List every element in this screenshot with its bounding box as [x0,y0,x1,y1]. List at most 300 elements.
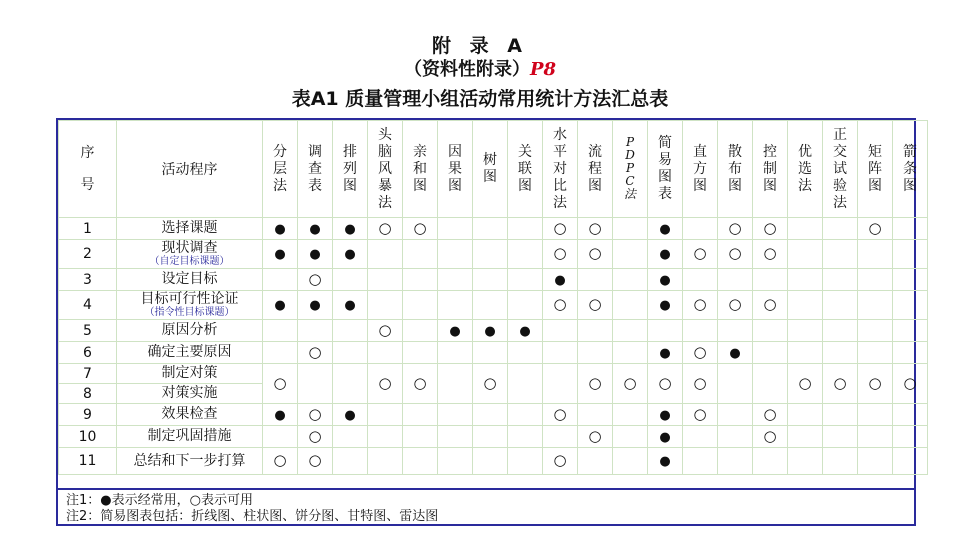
mark-cell [753,240,788,269]
mark-cell [613,218,648,240]
mark-cell [473,269,508,291]
header-method-label: 直方图 [693,143,707,194]
usable-mark: ○ [378,218,392,237]
mark-cell [788,342,823,364]
methods-table-frame [56,118,916,526]
header-method-15 [753,121,788,218]
mark-cell [438,291,473,320]
mark-cell [333,364,368,404]
activity-cell [117,448,263,475]
activity-name: 制定巩固措施 [147,428,232,444]
mark-cell [438,218,473,240]
mark-cell [788,404,823,426]
mark-cell [858,404,893,426]
mark-cell [893,364,928,404]
mark-cell [613,364,648,404]
usable-mark: ○ [693,373,707,392]
common-use-mark: ● [484,323,496,339]
header-method-label: 调查表 [308,143,322,194]
usable-mark: ○ [728,244,742,262]
mark-cell [753,320,788,342]
mark-cell [298,364,333,404]
common-use-mark: ● [659,272,671,288]
mark-cell [473,218,508,240]
mark-cell [578,342,613,364]
table-row [59,426,928,448]
mark-cell [368,426,403,448]
usable-mark: ○ [413,373,427,392]
usable-mark: ○ [413,218,427,237]
mark-cell [403,426,438,448]
mark-cell [298,240,333,269]
mark-cell [613,426,648,448]
table-title: 表A1 质量管理小组活动常用统计方法汇总表 [291,88,669,110]
mark-cell [263,320,298,342]
mark-cell [298,426,333,448]
mark-cell [543,269,578,291]
mark-cell [368,269,403,291]
usable-mark: ○ [693,295,707,313]
mark-cell [578,240,613,269]
activity-cell [117,240,263,269]
usable-mark: ○ [378,320,392,339]
common-use-mark: ● [449,323,461,339]
header-method-18 [858,121,893,218]
mark-cell [508,291,543,320]
activity-name: 目标可行性论证 [140,290,239,307]
activity-cell [117,384,263,404]
activity-name: 对策实施 [161,385,218,401]
mark-cell [788,426,823,448]
usable-mark: ○ [693,404,707,423]
mark-cell [298,269,333,291]
row-number: 2 [59,240,117,269]
usable-mark: ○ [553,451,567,469]
mark-cell [648,291,683,320]
mark-cell [648,218,683,240]
table-row [59,404,928,426]
usable-mark: ○ [693,342,707,361]
mark-cell [473,426,508,448]
mark-cell [508,269,543,291]
activity-cell [117,291,263,320]
mark-cell [858,364,893,404]
mark-cell [683,448,718,475]
usable-mark: ○ [623,373,637,392]
mark-cell [543,240,578,269]
usable-mark: ○ [763,426,777,445]
mark-cell [683,426,718,448]
mark-cell [683,240,718,269]
header-method-label: 分层法 [273,143,287,194]
mark-cell [613,342,648,364]
mark-cell [578,291,613,320]
mark-cell [403,448,438,475]
common-use-mark: ● [274,298,286,313]
mark-cell [473,342,508,364]
mark-cell [543,291,578,320]
activity-name: 选择课题 [161,220,218,236]
table-row [59,364,928,384]
mark-cell [508,448,543,475]
mark-cell [403,291,438,320]
mark-cell [333,448,368,475]
mark-cell [578,218,613,240]
title-block [0,34,960,112]
mark-cell [368,240,403,269]
mark-cell [543,320,578,342]
header-method-16 [788,121,823,218]
mark-cell [788,240,823,269]
common-use-mark: ● [309,221,321,237]
mark-cell [403,240,438,269]
header-method-13 [683,121,718,218]
mark-cell [578,364,613,404]
header-method-14 [718,121,753,218]
mark-cell [893,404,928,426]
header-method-label: PDPC法 [624,135,637,201]
row-number: 10 [59,426,117,448]
mark-cell [578,448,613,475]
mark-cell [263,269,298,291]
activity-name: 效果检查 [161,406,218,422]
mark-cell [893,426,928,448]
mark-cell [718,218,753,240]
table-row [59,342,928,364]
mark-cell [473,291,508,320]
mark-cell [683,364,718,404]
mark-cell [508,404,543,426]
note-2: 注2：简易图表包括：折线图、柱状图、饼分图、甘特图、雷达图 [66,509,439,524]
mark-cell [333,291,368,320]
mark-cell [648,342,683,364]
mark-cell [508,426,543,448]
usable-mark: ○ [308,269,322,288]
mark-cell [298,342,333,364]
notes-section [58,488,914,526]
table-row [59,218,928,240]
page-label: P8 [529,59,557,80]
activity-cell [117,364,263,384]
header-method-label: 散布图 [728,143,742,194]
usable-mark: ○ [553,244,567,262]
mark-cell [263,240,298,269]
mark-cell [438,364,473,404]
header-method-1 [263,121,298,218]
appendix-title: 附 录 A [432,35,528,57]
mark-cell [263,364,298,404]
mark-cell [298,291,333,320]
mark-cell [508,320,543,342]
activity-note: （自定目标课题） [149,255,230,267]
mark-cell [753,426,788,448]
mark-cell [788,320,823,342]
mark-cell [263,218,298,240]
mark-cell [788,291,823,320]
mark-cell [858,448,893,475]
mark-cell [788,364,823,404]
mark-cell [298,448,333,475]
common-use-mark: ● [309,247,321,262]
header-method-3 [333,121,368,218]
header-method-12 [648,121,683,218]
mark-cell [823,448,858,475]
mark-cell [438,342,473,364]
header-method-label: 水平对比法 [553,126,567,211]
mark-cell [508,342,543,364]
activity-name: 制定对策 [161,365,218,381]
mark-cell [718,291,753,320]
usable-mark: ○ [588,244,602,262]
mark-cell [648,426,683,448]
common-use-mark: ● [274,247,286,262]
header-method-label: 流程图 [588,143,602,194]
mark-cell [858,240,893,269]
mark-cell [438,240,473,269]
mark-cell [753,218,788,240]
common-use-mark: ● [274,407,286,423]
usable-mark: ○ [868,373,882,392]
row-number: 4 [59,291,117,320]
common-use-mark: ● [729,345,741,361]
header-method-17 [823,121,858,218]
header-method-7 [473,121,508,218]
mark-cell [823,404,858,426]
activity-name: 现状调查 [161,239,218,256]
mark-cell [368,291,403,320]
mark-cell [333,404,368,426]
activity-cell [117,320,263,342]
mark-cell [473,364,508,404]
row-number: 5 [59,320,117,342]
mark-cell [788,218,823,240]
mark-cell [823,291,858,320]
header-method-label: 因果图 [448,143,462,194]
mark-cell [368,320,403,342]
usable-mark: ○ [728,295,742,313]
mark-cell [403,364,438,404]
table-row [59,320,928,342]
mark-cell [718,342,753,364]
mark-cell [508,364,543,404]
mark-cell [333,426,368,448]
mark-cell [613,448,648,475]
mark-cell [263,342,298,364]
mark-cell [683,320,718,342]
mark-cell [718,240,753,269]
activity-name: 设定目标 [161,271,218,287]
header-seq [59,121,117,218]
header-seq-text: 序号 [80,145,95,193]
mark-cell [333,240,368,269]
mark-cell [298,404,333,426]
mark-cell [333,269,368,291]
usable-mark: ○ [868,218,882,237]
mark-cell [543,364,578,404]
common-use-mark: ● [519,323,531,339]
header-method-label: 矩阵图 [868,143,882,194]
mark-cell [543,404,578,426]
mark-cell [438,269,473,291]
mark-cell [613,291,648,320]
methods-table [58,120,928,475]
usable-mark: ○ [588,218,602,237]
common-use-mark: ● [344,247,356,262]
mark-cell [648,448,683,475]
common-use-mark: ● [344,298,356,313]
common-use-mark: ● [659,407,671,423]
mark-cell [543,342,578,364]
mark-cell [263,291,298,320]
mark-cell [333,218,368,240]
header-method-label: 关联图 [518,143,532,194]
common-use-mark: ● [659,247,671,262]
header-method-10 [578,121,613,218]
usable-mark: ○ [378,373,392,392]
usable-mark: ○ [308,426,322,445]
header-method-8 [508,121,543,218]
mark-cell [858,218,893,240]
activity-note: （指令性目标课题） [144,306,235,318]
usable-mark: ○ [798,373,812,392]
usable-mark: ○ [553,295,567,313]
appendix-subtitle-text: （资料性附录） [403,59,530,80]
mark-cell [858,320,893,342]
table-row [59,240,928,269]
activity-cell [117,342,263,364]
mark-cell [438,426,473,448]
mark-cell [473,320,508,342]
mark-cell [368,364,403,404]
mark-cell [718,364,753,404]
mark-cell [683,291,718,320]
usable-mark: ○ [728,218,742,237]
mark-cell [648,404,683,426]
mark-cell [298,218,333,240]
common-use-mark: ● [659,454,671,469]
usable-mark: ○ [308,404,322,423]
activity-name: 确定主要原因 [147,344,232,360]
usable-mark: ○ [588,373,602,392]
mark-cell [648,364,683,404]
mark-cell [403,269,438,291]
mark-cell [438,404,473,426]
usable-mark: ○ [763,244,777,262]
common-use-mark: ● [309,298,321,313]
table-row [59,291,928,320]
mark-cell [683,342,718,364]
header-method-label: 优选法 [798,143,812,194]
mark-cell [893,291,928,320]
mark-cell [893,218,928,240]
header-method-label: 控制图 [763,143,777,194]
mark-cell [788,269,823,291]
mark-cell [753,448,788,475]
common-use-mark: ● [344,407,356,423]
mark-cell [893,240,928,269]
mark-cell [473,404,508,426]
row-number: 11 [59,448,117,475]
mark-cell [823,240,858,269]
row-number: 8 [59,384,117,404]
mark-cell [438,320,473,342]
header-method-label: 头脑风暴法 [378,126,392,211]
mark-cell [613,404,648,426]
mark-cell [613,320,648,342]
mark-cell [613,240,648,269]
usable-mark: ○ [833,373,847,392]
row-number: 7 [59,364,117,384]
mark-cell [718,269,753,291]
mark-cell [753,364,788,404]
mark-cell [683,218,718,240]
mark-cell [718,404,753,426]
common-use-mark: ● [659,298,671,313]
mark-cell [368,218,403,240]
mark-cell [578,404,613,426]
activity-cell [117,426,263,448]
usable-mark: ○ [693,244,707,262]
header-method-label: 亲和图 [413,143,427,194]
mark-cell [823,218,858,240]
mark-cell [753,404,788,426]
mark-cell [648,269,683,291]
mark-cell [263,448,298,475]
mark-cell [578,269,613,291]
activity-cell [117,404,263,426]
header-method-label: 排列图 [343,143,357,194]
row-number: 1 [59,218,117,240]
common-use-mark: ● [659,345,671,361]
mark-cell [683,269,718,291]
mark-cell [403,218,438,240]
mark-cell [823,269,858,291]
mark-cell [473,448,508,475]
note-1: 注1：●表示经常用，○表示可用 [66,493,253,508]
usable-mark: ○ [483,373,497,392]
mark-cell [508,218,543,240]
mark-cell [263,426,298,448]
header-method-label: 箭条图 [903,143,917,194]
usable-mark: ○ [903,373,917,392]
common-use-mark: ● [274,221,286,237]
mark-cell [543,448,578,475]
common-use-mark: ● [659,221,671,237]
mark-cell [543,218,578,240]
header-method-label: 正交试验法 [833,126,847,211]
mark-cell [823,342,858,364]
mark-cell [823,364,858,404]
mark-cell [753,342,788,364]
mark-cell [893,448,928,475]
mark-cell [263,404,298,426]
mark-cell [508,240,543,269]
usable-mark: ○ [308,342,322,361]
mark-cell [403,320,438,342]
mark-cell [578,426,613,448]
header-process: 活动程序 [117,121,263,218]
mark-cell [718,320,753,342]
table-row [59,269,928,291]
mark-cell [648,240,683,269]
mark-cell [893,342,928,364]
mark-cell [578,320,613,342]
header-method-9 [543,121,578,218]
activity-name: 原因分析 [161,322,218,338]
activity-name: 总结和下一步打算 [133,452,246,469]
mark-cell [438,448,473,475]
mark-cell [333,342,368,364]
